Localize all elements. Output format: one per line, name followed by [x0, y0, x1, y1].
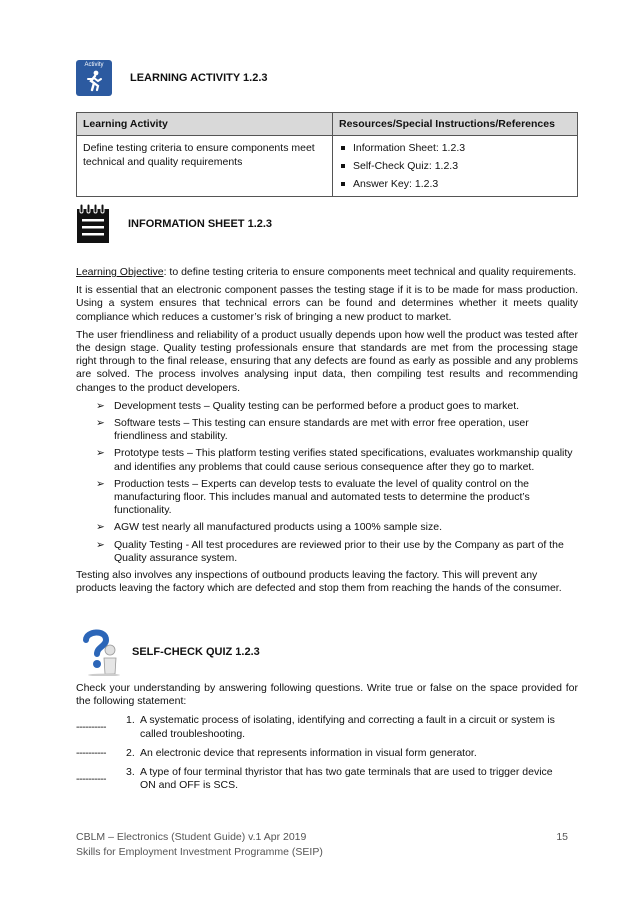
paragraph: It is essential that an electronic component passes the testing stage if it is to be made for mass production. Using a system ensures that technical errors can be found and determines whether it meets quality compliance which reduces a customer’s risk of bringing a new product to market. [76, 284, 578, 323]
arrow-bullet-icon: ➢ [96, 417, 105, 430]
answer-blank[interactable]: ---------- [76, 773, 106, 786]
info-sheet-title: INFORMATION SHEET 1.2.3 [128, 218, 273, 230]
running-person-icon [84, 70, 104, 92]
list-item: ➢ Prototype tests – This platform testing verifies stated specifications, evaluates workmanship quality and identifies any problems that could cause serious consequence after they go to market. [96, 447, 573, 473]
table-header-row [77, 113, 578, 136]
activity-table [76, 112, 578, 197]
activity-title: LEARNING ACTIVITY 1.2.3 [130, 72, 268, 84]
list-item: ➢ Software tests – This testing can ensure standards are met with error free operation, user friendliness and stability. [96, 417, 529, 443]
quiz-question [76, 766, 578, 792]
answer-blank[interactable]: ---------- [76, 721, 106, 734]
question-number: 2. [126, 746, 135, 759]
question-text: A systematic process of isolating, identifying and correcting a fault in a circuit or system is called troubleshooting. [140, 714, 555, 740]
tests-list [76, 400, 578, 565]
col-header-resources: Resources/Special Instructions/References [333, 113, 578, 136]
square-bullet-icon [341, 182, 345, 186]
arrow-bullet-icon: ➢ [96, 538, 105, 551]
list-item: ➢ Development tests – Quality testing can be performed before a product goes to market. [96, 399, 520, 412]
arrow-bullet-icon: ➢ [96, 521, 105, 534]
footer-line-2: Skills for Employment Investment Programme (SEIP) [76, 846, 323, 858]
list-item: ➢ Production tests – Experts can develop tests to evaluate the level of quality control on the manufacturing floor. This includes manual and automated tests to determine the product’s functionality. [96, 477, 530, 517]
list-item: ➢ AGW test nearly all manufactured products using a 100% sample size. [96, 521, 442, 534]
info-sheet-header [76, 204, 272, 244]
paragraph: The user friendliness and reliability of a product usually depends upon how well the product was tested after the design stage. Quality testing professionals ensure that standards are met from the processing stage right through to the final release, ensuring that any defects are found as early as possible and any problems are solved. The process involves analysing input data, then compiling test results and recommending changes to the product developers. [76, 328, 578, 394]
activity-badge [76, 60, 112, 96]
quiz-title: SELF-CHECK QUIZ 1.2.3 [132, 646, 260, 658]
square-bullet-icon [341, 146, 345, 150]
info-sheet-body [76, 266, 578, 600]
learning-objective-label: Learning Objective [76, 266, 164, 278]
resource-item: Self-Check Quiz: 1.2.3 [339, 159, 571, 173]
col-header-learning-activity: Learning Activity [77, 113, 333, 136]
page-number: 15 [556, 831, 568, 843]
page-footer [76, 830, 568, 860]
quiz-header [80, 628, 260, 676]
table-row [77, 136, 578, 197]
question-text: An electronic device that represents information in visual form generator. [140, 746, 477, 759]
activity-header [76, 60, 268, 96]
footer-line-1: CBLM – Electronics (Student Guide) v.1 Apr 2019 [76, 831, 307, 843]
quiz-instructions: Check your understanding by answering following questions. Write true or false on the space provided for the following statement: [76, 682, 578, 708]
notepad-icon [76, 204, 110, 244]
arrow-bullet-icon: ➢ [96, 477, 105, 490]
question-number: 3. [126, 766, 135, 779]
arrow-bullet-icon: ➢ [96, 399, 105, 412]
resource-item: Information Sheet: 1.2.3 [339, 141, 571, 155]
quiz-question [76, 747, 578, 760]
learning-objective-text: : to define testing criteria to ensure components meet technical and quality requirements. [163, 266, 577, 278]
answer-blank[interactable]: ---------- [76, 746, 106, 759]
question-text: A type of four terminal thyristor that has two gate terminals that are used to trigger device ON and OFF is SCS. [140, 766, 553, 792]
question-mark-person-icon [80, 628, 122, 676]
resource-item: Answer Key: 1.2.3 [339, 177, 571, 191]
activity-cell: Define testing criteria to ensure components meet technical and quality requirements [77, 136, 333, 197]
paragraph: Testing also involves any inspections of outbound products leaving the factory. This will prevent any products leaving the factory which are defected and stop them from reaching the hands of the consumer. [76, 569, 562, 595]
resources-cell [333, 136, 578, 197]
resources-list [339, 141, 571, 191]
list-item: ➢ Quality Testing - All test procedures are reviewed prior to their use by the Company as part of the Quality assurance system. [96, 538, 564, 564]
activity-badge-label: Activity [84, 62, 104, 68]
learning-objective [76, 266, 578, 279]
quiz-question [76, 714, 578, 740]
arrow-bullet-icon: ➢ [96, 447, 105, 460]
question-number: 1. [126, 714, 135, 727]
square-bullet-icon [341, 164, 345, 168]
quiz-body [76, 682, 578, 798]
